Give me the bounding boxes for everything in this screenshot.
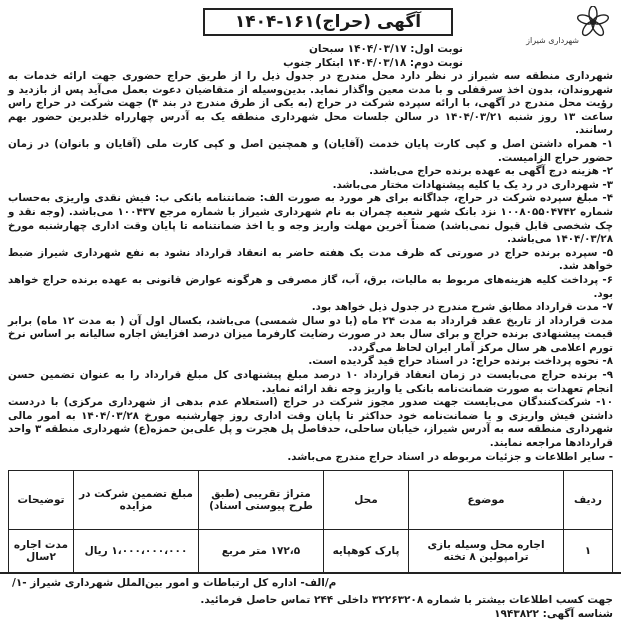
department-label: م/الف- اداره کل ارتباطات و امور بین‌الملل شهرداری شیراز -۱/ <box>12 577 337 589</box>
table-row <box>9 530 613 573</box>
condition-10: ۱۰- شرکت‌کنندگان می‌بایست جهت صدور مجوز شرکت در حراج (استعلام عدم بدهی از شهرداری مرکزی) با دردست داشتن فیش واریزی و یا ضمانت‌نامه خود حداکثر تا پایان وقت اداری روز چهارشنبه مورخ ۱۴۰۴/۰۳/۲۸ به امور مالی شهرداری منطقه سه به آدرس شیراز، خیابان ساحلی، حدفاصل پل هجرت و پل علی‌بن حمزه(ع) شهرداری منطقه ۳ واحد قراردادها مراجعه نمایند. <box>8 396 613 450</box>
cell-area: ۱۷۲،۵ متر مربع <box>199 530 324 573</box>
condition-2: ۲- هزینه درج آگهی به عهده برنده حراج می‌باشد. <box>369 165 613 178</box>
cell-location: پارک کوهپایه <box>324 530 409 573</box>
notice-header <box>8 6 613 45</box>
condition-4: ۴- مبلغ سپرده شرکت در حراج، جداگانه برای هر مورد به صورت الف: ضمانتنامه بانکی ب: فیش نقدی واریزی به‌حساب شماره ۱۰۰۸۰۵۵۰۴۷۴۲ نزد بانک شهر شعبه چمران به نام شهرداری شیراز با شماره مرجع ۱۰۰۴۳۷ می‌باشد. (وجه نقد و چک شخصی قابل قبول نمی‌باشد) ضمناً آخرین مهلت واریز وجه و یا اخذ ضمانتنامه تا پایان وقت اداری چهارشنبه مورخ ۱۴۰۴/۰۳/۲۸ می‌باشد. <box>8 192 613 246</box>
condition-7: ۷- مدت قرارداد مطابق شرح مندرج در جدول ذیل خواهد بود. <box>311 301 613 314</box>
contact-line: جهت کسب اطلاعات بیشتر با شماره ۳۲۲۶۳۲۰۸ داخلی ۲۴۴ تماس حاصل فرمائید. <box>200 594 613 607</box>
cell-guarantee: ۱،۰۰۰،۰۰۰،۰۰۰ ریال <box>74 530 199 573</box>
publication-dates <box>8 42 463 70</box>
notice-title: آگهی (حراج)۱۶۱-۱۴۰۴ <box>203 8 453 36</box>
shiraz-municipality-logo <box>526 6 609 46</box>
notice-body <box>8 70 613 464</box>
col-header-area: متراژ تقریبی (طبق طرح پیوستی اسناد) <box>199 471 324 530</box>
condition-8: ۸- نحوه پرداخت برنده حراج: در اسناد حراج قید گردیده است. <box>308 355 613 368</box>
condition-9: ۹- برنده حراج می‌بایست در زمان انعقاد قرارداد ۱۰ درصد مبلغ پیشنهادی کل مبلغ قرارداد را به عنوان تضمین حسن انجام تعهدات به صورت ضمانت‌نامه بانکی یا واریز وجه نقد ارائه نماید. <box>8 369 613 395</box>
col-header-row-number: ردیف <box>564 471 613 530</box>
table-header-row <box>9 471 613 530</box>
col-header-notes: توضیحات <box>9 471 74 530</box>
auction-items-table <box>8 470 613 573</box>
department-footer <box>0 572 621 592</box>
logo-caption: شهرداری شیراز <box>526 36 579 45</box>
ad-identifier: شناسه آگهی: ۱۹۴۳۸۲۲ <box>494 608 613 621</box>
intro-paragraph: شهرداری منطقه سه شیراز در نظر دارد محل مندرج در جدول ذیل را از طریق حراج حضوری جهت ارائه خدمات به شهروندان، بدون اخذ سرقفلی و با مدت معین واگذار نماید. بدین‌وسیله از متقاضیان دعوت بعمل می‌آید پس از بازدید و رؤیت محل مندرج در آگهی، با ارائه سپرده شرکت در حراج (به یکی از طرق مندرج در بند ۴) جهت شرکت در حراج راس ساعت ۱۳ روز شنبه ۱۴۰۴/۰۳/۲۱ در سالن جلسات محل شهرداری منطقه یک به آدرس چهارراه خلدبرین حضور بهم رسانند. <box>8 70 613 137</box>
contact-info <box>8 593 613 621</box>
cell-notes: مدت اجاره ۲سال <box>9 530 74 573</box>
condition-3: ۳- شهرداری در رد یک یا کلیه پیشنهادات مختار می‌باشد. <box>332 178 613 191</box>
col-header-location: محل <box>324 471 409 530</box>
second-publication-date: نوبت دوم: ۱۴۰۴/۰۳/۱۸ ابتکار جنوب <box>283 57 463 69</box>
condition-5: ۵- سپرده برنده حراج در صورتی که ظرف مدت یک هفته حاضر به انعقاد قرارداد نشود به نفع شهرداری شیراز ضبط خواهد شد. <box>8 246 613 273</box>
condition-1: ۱- همراه داشتن اصل و کپی کارت پایان خدمت (آقایان) و همچنین اصل و کپی کارت ملی (آقایان و بانوان) در زمان حضور حراج الزامیست. <box>8 137 613 164</box>
cell-subject: اجاره محل وسیله بازی ترامپولین ۸ تخته <box>409 530 564 573</box>
contract-duration-note: مدت قرارداد از تاریخ عقد قرارداد به مدت ۲۴ ماه (با دو سال شمسی) می‌باشد، بکسال اول آن ( به مدت ۱۲ ماه) برابر قیمت پیشنهادی برنده حراج و برای سال بعد در صورت رضایت کارفرما میزان درصد افزایش اجاره سالیانه بر اساس نرخ تورم اعلامی هر سال مرکز آمار ایران لحاظ می‌گردد. <box>8 314 613 354</box>
condition-6: ۶- پرداخت کلیه هزینه‌های مربوط به مالیات، برق، آب، گاز مصرفی و هرگونه عوارض قانونی به عهده برنده حراج خواهد بود. <box>8 273 613 300</box>
first-publication-date: نوبت اول: ۱۴۰۴/۰۳/۱۷ سبحان <box>308 43 463 55</box>
col-header-guarantee: مبلغ تضمین شرکت در مزایده <box>74 471 199 530</box>
cell-row-number: ۱ <box>564 530 613 573</box>
col-header-subject: موضوع <box>409 471 564 530</box>
other-info-note: - سایر اطلاعات و جزئیات مربوطه در اسناد حراج مندرج می‌باشد. <box>287 450 613 463</box>
